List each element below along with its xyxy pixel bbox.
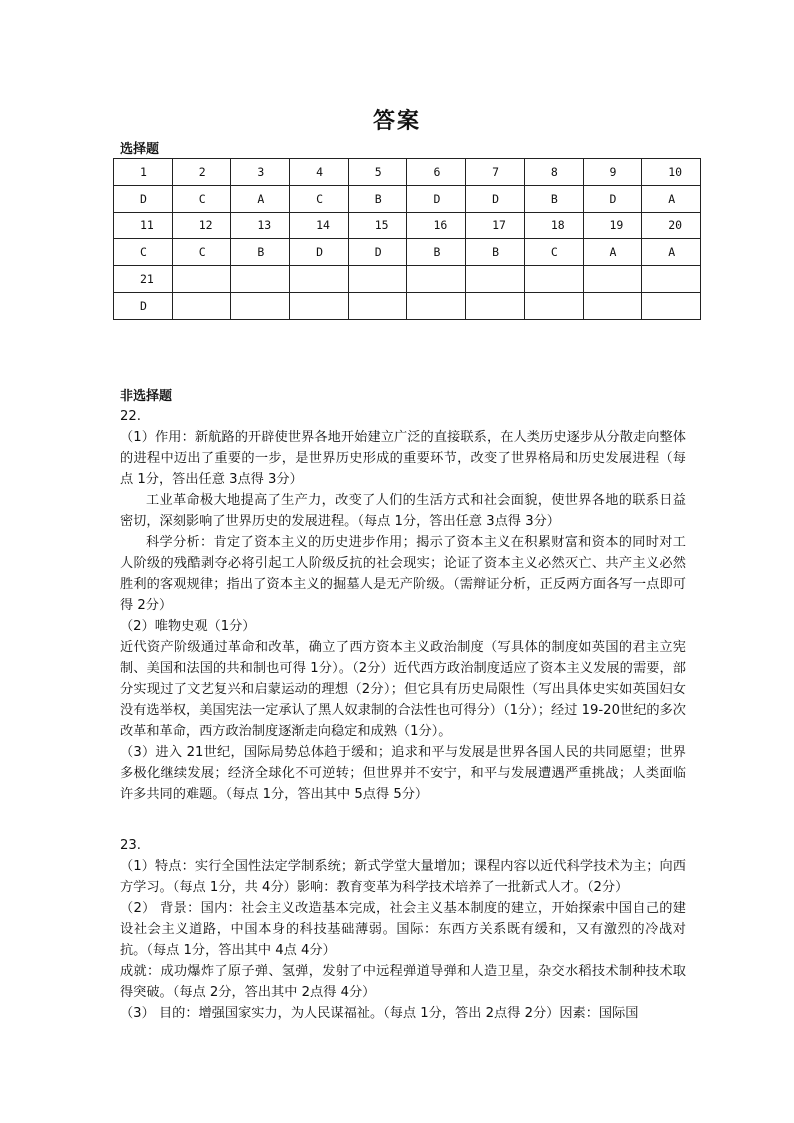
table-row <box>114 212 701 239</box>
table-cell: 1 <box>114 159 173 186</box>
table-cell: C <box>172 185 231 212</box>
table-cell <box>407 266 466 293</box>
table-cell <box>642 292 701 319</box>
table-cell <box>466 292 525 319</box>
table-cell: 8 <box>524 159 583 186</box>
table-cell: 13 <box>231 212 290 239</box>
table-row <box>114 239 701 266</box>
table-cell <box>466 266 525 293</box>
page-title: 答案 <box>372 109 421 134</box>
table-cell: B <box>348 185 407 212</box>
table-row <box>114 292 701 319</box>
q22-part2-heading: （2）唯物史观（1分） <box>120 619 256 634</box>
answer-content <box>120 406 686 1024</box>
table-cell: 16 <box>407 212 466 239</box>
q23-part3-paragraph: （3） 目的：增强国家实力，为人民谋福祉。（每点 1分，答出 2点得 2分）因素：国际国 <box>120 1006 639 1021</box>
table-cell: A <box>583 239 642 266</box>
table-cell: 2 <box>172 159 231 186</box>
q22-number: 22. <box>120 409 141 424</box>
table-cell: 9 <box>583 159 642 186</box>
table-cell <box>348 266 407 293</box>
q23-number: 23. <box>120 838 141 853</box>
table-cell <box>290 292 349 319</box>
table-cell: D <box>290 239 349 266</box>
table-cell: 14 <box>290 212 349 239</box>
table-cell: A <box>642 239 701 266</box>
table-cell: C <box>172 239 231 266</box>
table-row <box>114 266 701 293</box>
table-cell: 21 <box>114 266 173 293</box>
table-cell <box>407 292 466 319</box>
table-cell: D <box>114 185 173 212</box>
table-cell: B <box>466 239 525 266</box>
q23-part1-paragraph: （1）特点：实行全国性法定学制系统；新式学堂大量增加；课程内容以近代科学技术为主；向西方学习。（每点 1分，共 4分）影响：教育变革为科学技术培养了一批新式人才。（2分） <box>120 859 686 895</box>
table-cell <box>172 292 231 319</box>
table-cell <box>290 266 349 293</box>
table-cell <box>524 266 583 293</box>
q23-part2-paragraph: （2） 背景：国内：社会主义改造基本完成，社会主义基本制度的建立，开始探索中国自己的建设社会主义道路，中国本身的科技基础薄弱。国际：东西方关系既有缓和，又有激烈的冷战对抗。（每点 1分，答出其中 4点 4分） <box>120 901 686 958</box>
table-cell: C <box>524 239 583 266</box>
q22-part2-paragraph: 近代资产阶级通过革命和改革，确立了西方资本主义政治制度（写具体的制度如英国的君主立宪制、美国和法国的共和制也可得 1分）。（2分）近代西方政治制度适应了资本主义发展的需要，部分实现过了文艺复兴和启蒙运动的理想（2分）；但它具有历史局限性（写出具体史实如英国妇女没有选举权，美国宪法一定承认了黑人奴隶制的合法性也可得分）（1分）；经过 19-20世纪的多次改革和革命，西方政治制度逐渐走向稳定和成熟（1分）。 <box>120 640 686 739</box>
table-cell <box>172 266 231 293</box>
answer-table <box>113 158 701 320</box>
table-cell: D <box>466 185 525 212</box>
q23-achievement-paragraph: 成就：成功爆炸了原子弹、氢弹，发射了中远程弹道导弹和人造卫星，杂交水稻技术制种技术取得突破。（每点 2分，答出其中 2点得 4分） <box>120 964 686 1000</box>
choice-section-label: 选择题 <box>120 142 160 157</box>
q22-industrial-paragraph: 工业革命极大地提高了生产力，改变了人们的生活方式和社会面貌，使世界各地的联系日益密切，深刻影响了世界历史的发展进程。（每点 1分，答出任意 3点得 3分） <box>120 493 686 529</box>
table-cell <box>583 292 642 319</box>
table-cell: 4 <box>290 159 349 186</box>
table-cell <box>348 292 407 319</box>
table-cell: 18 <box>524 212 583 239</box>
table-cell: 15 <box>348 212 407 239</box>
table-cell: 10 <box>642 159 701 186</box>
table-cell <box>524 292 583 319</box>
table-cell: B <box>231 239 290 266</box>
table-cell: 19 <box>583 212 642 239</box>
q22-analysis-paragraph: 科学分析：肯定了资本主义的历史进步作用；揭示了资本主义在积累财富和资本的同时对工人阶级的残酷剥夺必将引起工人阶级反抗的社会现实；论证了资本主义必然灭亡、共产主义必然胜利的客观规律；指出了资本主义的掘墓人是无产阶级。（需辩证分析，正反两方面各写一点即可得 2分） <box>120 535 686 613</box>
table-row <box>114 159 701 186</box>
table-cell: A <box>642 185 701 212</box>
table-cell <box>642 266 701 293</box>
table-cell <box>231 266 290 293</box>
table-cell: D <box>114 292 173 319</box>
table-cell <box>231 292 290 319</box>
q22-part1-paragraph: （1）作用：新航路的开辟使世界各地开始建立广泛的直接联系，在人类历史逐步从分散走向整体的进程中迈出了重要的一步，是世界历史形成的重要环节，改变了世界格局和历史发展进程（每点 1分，答出任意 3点得 3分） <box>120 430 686 487</box>
table-cell: B <box>407 239 466 266</box>
table-cell: 11 <box>114 212 173 239</box>
table-cell: B <box>524 185 583 212</box>
table-cell: 12 <box>172 212 231 239</box>
table-cell: 3 <box>231 159 290 186</box>
table-cell: D <box>583 185 642 212</box>
table-cell: D <box>407 185 466 212</box>
table-cell: D <box>348 239 407 266</box>
table-row <box>114 185 701 212</box>
table-cell: 7 <box>466 159 525 186</box>
q22-part3-paragraph: （3）进入 21世纪，国际局势总体趋于缓和；追求和平与发展是世界各国人民的共同愿望；世界多极化继续发展；经济全球化不可逆转；但世界并不安宁，和平与发展遭遇严重挑战；人类面临许多共同的难题。（每点 1分，答出其中 5点得 5分） <box>120 745 686 802</box>
table-cell: 5 <box>348 159 407 186</box>
nonchoice-section-label: 非选择题 <box>120 389 173 404</box>
table-cell: 20 <box>642 212 701 239</box>
table-cell: C <box>290 185 349 212</box>
table-cell <box>583 266 642 293</box>
table-cell: A <box>231 185 290 212</box>
table-cell: 6 <box>407 159 466 186</box>
table-cell: 17 <box>466 212 525 239</box>
table-cell: C <box>114 239 173 266</box>
